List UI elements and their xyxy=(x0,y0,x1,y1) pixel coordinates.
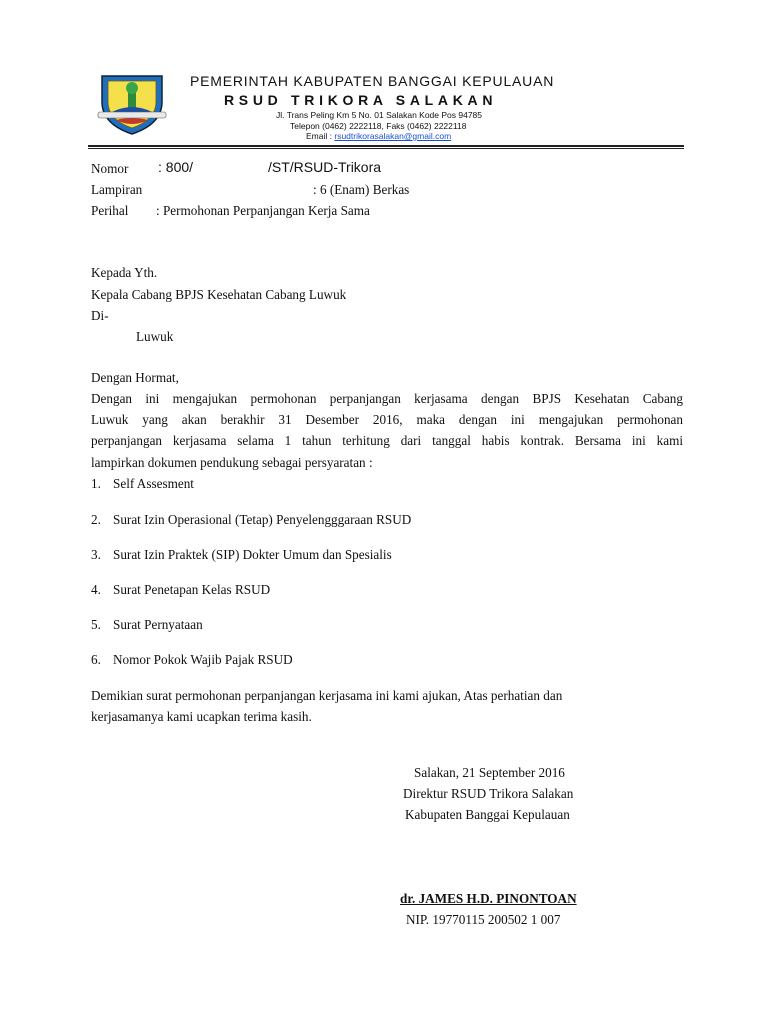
list-item-number: 1. xyxy=(91,476,101,491)
lampiran-label: Lampiran xyxy=(91,182,143,197)
closing-line-2: kerjasamanya kami ucapkan terima kasih. xyxy=(91,709,312,724)
government-name: PEMERINTAH KABUPATEN BANGGAI KEPULAUAN xyxy=(190,73,555,89)
signatory-nip: NIP. 19770115 200502 1 007 xyxy=(406,912,561,927)
list-item: Surat Penetapan Kelas RSUD xyxy=(113,582,271,597)
hospital-email-line xyxy=(306,131,451,141)
signature-region: Kabupaten Banggai Kepulauan xyxy=(405,807,570,822)
list-item: Surat Izin Praktek (SIP) Dokter Umum dan Spesialis xyxy=(113,547,392,562)
body-line-3: perpanjangan kerjasama selama 1 tahun terhitung dari tanggal habis kontrak. Bersama ini kami xyxy=(91,433,683,448)
hospital-phone: Telepon (0462) 2222118, Faks (0462) 2222118 xyxy=(290,121,467,131)
lampiran-value: : 6 (Enam) Berkas xyxy=(313,182,410,197)
nomor-label: Nomor xyxy=(91,161,129,176)
list-item-number: 5. xyxy=(91,617,101,632)
nomor-prefix: : 800/ xyxy=(158,159,194,175)
email-label: Email : xyxy=(306,131,332,141)
hospital-name: RSUD TRIKORA SALAKAN xyxy=(224,92,498,108)
list-item-number: 2. xyxy=(91,512,101,527)
list-item-number: 4. xyxy=(91,582,101,597)
list-item: Nomor Pokok Wajib Pajak RSUD xyxy=(113,652,293,667)
recipient-greeting: Kepada Yth. xyxy=(91,265,158,280)
closing-line-1: Demikian surat permohonan perpanjangan kerjasama ini kami ajukan, Atas perhatian dan xyxy=(91,688,563,703)
list-item: Surat Izin Operasional (Tetap) Penyelengggaraan RSUD xyxy=(113,512,412,527)
list-item-number: 3. xyxy=(91,547,101,562)
list-item: Self Assesment xyxy=(113,476,194,491)
nomor-suffix: /ST/RSUD-Trikora xyxy=(268,159,382,175)
recipient-name: Kepala Cabang BPJS Kesehatan Cabang Luwuk xyxy=(91,287,347,302)
list-item-number: 6. xyxy=(91,652,101,667)
salutation: Dengan Hormat, xyxy=(91,370,179,385)
hospital-address: Jl. Trans Peling Km 5 No. 01 Salakan Kode Pos 94785 xyxy=(276,110,483,120)
perihal-value: : Permohonan Perpanjangan Kerja Sama xyxy=(156,203,370,218)
recipient-place: Luwuk xyxy=(136,329,174,344)
signatory-name: dr. JAMES H.D. PINONTOAN xyxy=(400,891,577,906)
signature-title: Direktur RSUD Trikora Salakan xyxy=(403,786,574,801)
letterhead-divider xyxy=(88,145,684,147)
signature-place-date: Salakan, 21 September 2016 xyxy=(414,765,565,780)
email-link[interactable]: rsudtrikorasalakan@gmail.com xyxy=(334,131,452,141)
body-line-1: Dengan ini mengajukan permohonan perpanjangan kerjasama dengan BPJS Kesehatan Cabang xyxy=(91,391,683,406)
recipient-di: Di- xyxy=(91,308,109,323)
list-item: Surat Pernyataan xyxy=(113,617,203,632)
perihal-label: Perihal xyxy=(91,203,129,218)
body-line-4: lampirkan dokumen pendukung sebagai persyaratan : xyxy=(91,455,373,470)
regency-logo xyxy=(96,72,168,136)
body-line-2: Luwuk yang akan berakhir 31 Desember 2016, maka dengan ini mengajukan permohonan xyxy=(91,412,683,427)
letterhead-divider-thin xyxy=(88,148,684,149)
